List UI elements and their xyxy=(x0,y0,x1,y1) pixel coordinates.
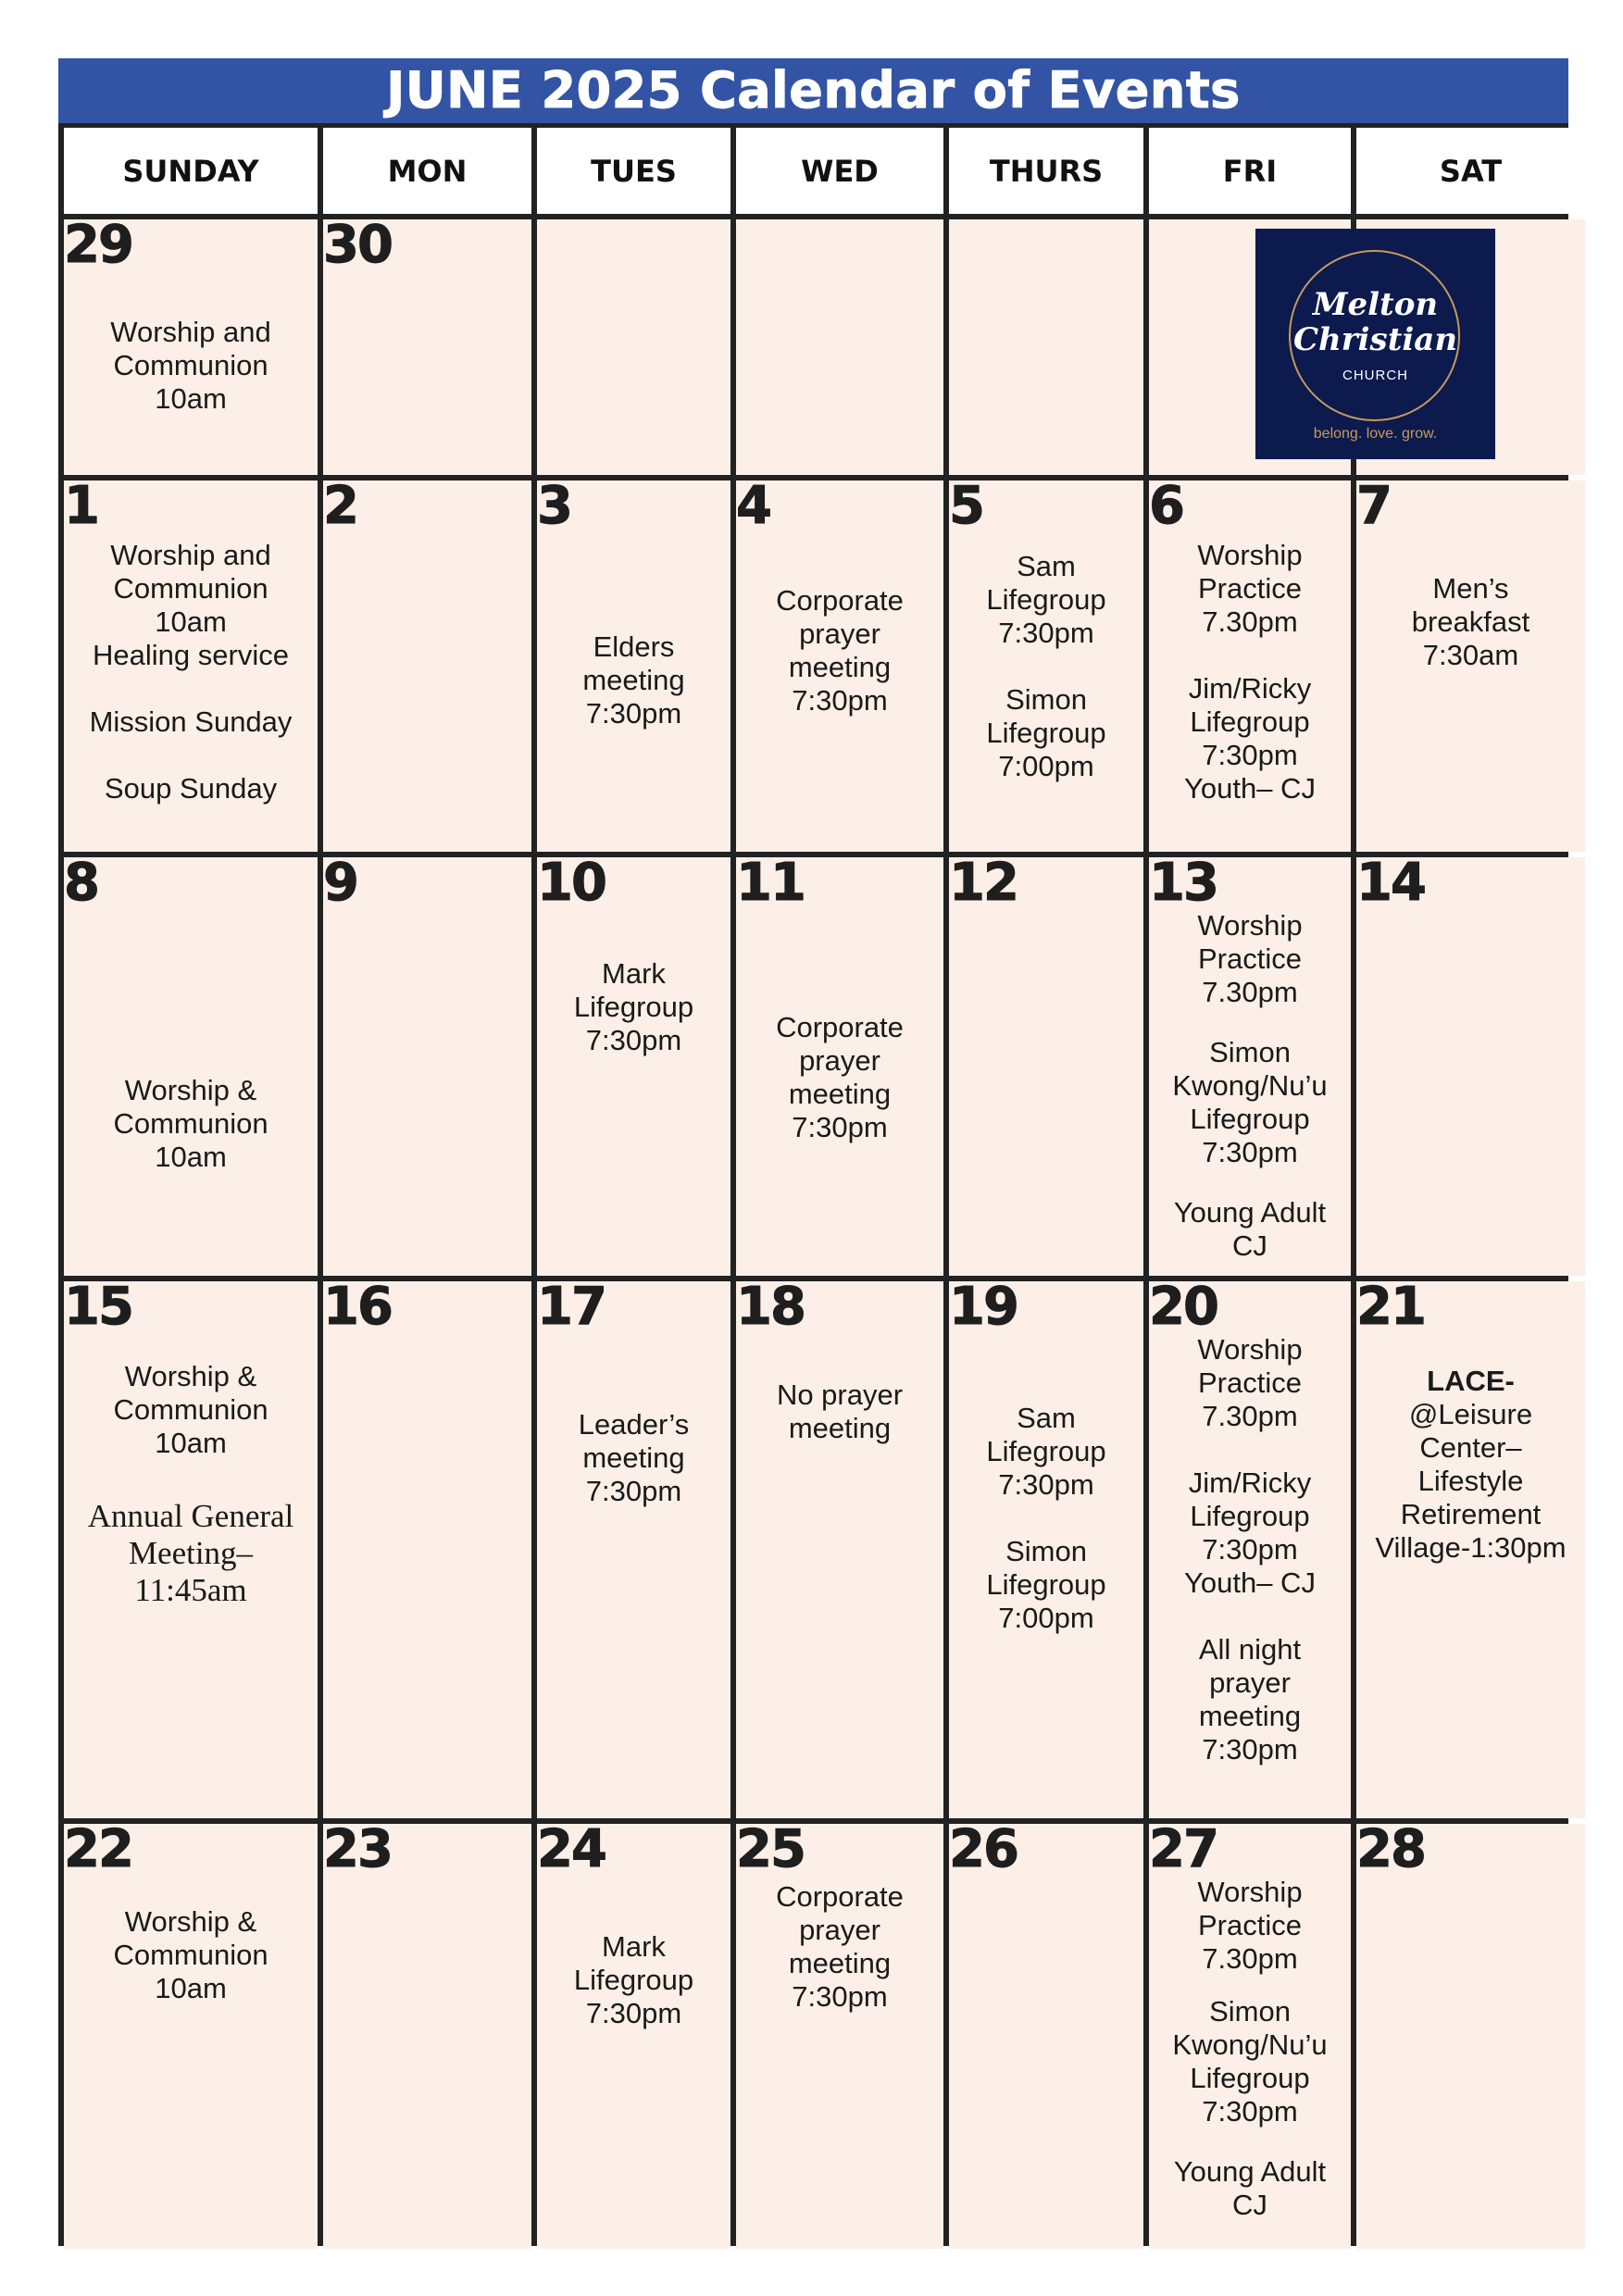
day-cell xyxy=(949,1824,1143,2249)
day-number: 1 xyxy=(64,480,98,536)
event-text: Jim/Ricky Lifegroup 7:30pm xyxy=(1188,1466,1312,1566)
event-text: Worship and Communion 10am xyxy=(110,316,271,415)
day-cell xyxy=(537,1824,730,2249)
day-number: 9 xyxy=(323,857,357,913)
event-text: Mark Lifegroup 7:30pm xyxy=(573,957,694,1056)
event-text: Simon Kwong/Nu’u Lifegroup 7:30pm xyxy=(1172,1036,1328,1168)
day-cell xyxy=(323,1281,531,1818)
day-cell xyxy=(1356,480,1585,852)
event-text: Simon Lifegroup 7:00pm xyxy=(986,1535,1106,1634)
event-text: Worship & Communion 10am xyxy=(113,1905,268,2004)
day-number: 11 xyxy=(736,857,805,913)
event-text: @Leisure Center– Lifestyle Retirement Village-1:30pm xyxy=(1375,1398,1567,1564)
day-cell xyxy=(1356,857,1585,1276)
day-cell xyxy=(537,1281,730,1818)
event-text: Simon Lifegroup 7:00pm xyxy=(986,683,1106,782)
day-number: 16 xyxy=(323,1281,392,1337)
event-text: Young Adult CJ xyxy=(1173,2155,1327,2221)
day-cell xyxy=(64,1281,318,1818)
event-text: Worship Practice 7.30pm xyxy=(1197,1333,1303,1432)
event-text: Annual General Meeting– 11:45am xyxy=(87,1498,294,1608)
day-cell xyxy=(64,1824,318,2249)
day-header-friday: FRI xyxy=(1149,128,1351,214)
event-text: Jim/Ricky Lifegroup 7:30pm xyxy=(1188,672,1312,771)
day-cell xyxy=(1149,1824,1351,2249)
logo-name-line2: Christian xyxy=(1292,321,1458,358)
day-number: 3 xyxy=(537,480,571,536)
event-text: Men’s breakfast 7:30am xyxy=(1411,572,1530,671)
event-text: Youth– CJ xyxy=(1184,1566,1316,1599)
day-cell xyxy=(64,857,318,1276)
day-cell xyxy=(537,219,730,475)
day-header-wednesday: WED xyxy=(736,128,943,214)
day-number: 6 xyxy=(1149,480,1183,536)
event-text: Worship & Communion 10am xyxy=(113,1074,268,1173)
event-text: Sam Lifegroup 7:30pm xyxy=(986,1402,1106,1501)
day-number: 20 xyxy=(1149,1281,1217,1337)
day-number: 17 xyxy=(537,1281,606,1337)
day-header-thursday: THURS xyxy=(949,128,1143,214)
event-text: LACE- xyxy=(1427,1365,1515,1397)
day-cell xyxy=(949,1281,1143,1818)
event-text: Mission Sunday xyxy=(89,705,293,738)
day-number: 8 xyxy=(64,857,98,913)
day-number: 21 xyxy=(1356,1281,1425,1337)
day-number: 19 xyxy=(949,1281,1017,1337)
event-text: Corporate prayer meeting 7:30pm xyxy=(776,584,904,717)
day-number: 28 xyxy=(1356,1824,1425,1879)
day-cell xyxy=(736,1281,943,1818)
day-number: 30 xyxy=(323,219,392,275)
event-text: Worship and Communion 10am xyxy=(110,539,271,638)
event-text: Corporate prayer meeting 7:30pm xyxy=(776,1011,904,1143)
logo-name-line1: Melton xyxy=(1312,286,1439,323)
event-text: Worship Practice 7.30pm xyxy=(1197,539,1303,638)
day-header-tuesday: TUES xyxy=(537,128,730,214)
day-number: 26 xyxy=(949,1824,1017,1879)
day-header-sunday: SUNDAY xyxy=(64,128,318,214)
event-text: Young Adult CJ xyxy=(1173,1196,1327,1262)
day-number: 2 xyxy=(323,480,357,536)
logo-tagline: belong. love. grow. xyxy=(1313,426,1438,442)
day-number: 14 xyxy=(1356,857,1425,913)
day-cell xyxy=(736,219,943,475)
day-cell xyxy=(736,1824,943,2249)
event-text: Healing service xyxy=(93,639,289,671)
event-text: All night prayer meeting 7:30pm xyxy=(1198,1633,1302,1766)
day-cell xyxy=(1149,480,1351,852)
event-text: Soup Sunday xyxy=(104,772,278,805)
day-number: 27 xyxy=(1149,1824,1217,1879)
day-cell xyxy=(1149,857,1351,1276)
day-cell xyxy=(736,857,943,1276)
day-number: 12 xyxy=(949,857,1017,913)
day-cell xyxy=(537,480,730,852)
event-text: Mark Lifegroup 7:30pm xyxy=(573,1930,694,2029)
day-number: 29 xyxy=(64,219,132,275)
event-text: Worship & Communion 10am xyxy=(113,1360,268,1459)
day-number: 10 xyxy=(537,857,606,913)
event-text: Elders meeting 7:30pm xyxy=(582,630,685,730)
day-cell xyxy=(323,1824,531,2249)
day-number: 22 xyxy=(64,1824,132,1879)
day-cell xyxy=(64,480,318,852)
day-cell xyxy=(949,480,1143,852)
event-text: Simon Kwong/Nu’u Lifegroup 7:30pm xyxy=(1172,1995,1328,2128)
day-cell xyxy=(736,480,943,852)
day-cell xyxy=(323,480,531,852)
day-cell xyxy=(1149,1281,1351,1818)
church-logo xyxy=(1255,229,1495,459)
day-number: 7 xyxy=(1356,480,1391,536)
day-cell xyxy=(949,857,1143,1276)
event-text: Youth– CJ xyxy=(1184,772,1316,805)
logo-subtitle: CHURCH xyxy=(1342,368,1408,383)
day-number: 23 xyxy=(323,1824,392,1879)
day-cell xyxy=(323,857,531,1276)
day-cell xyxy=(1356,1281,1585,1818)
event-text: Worship Practice 7.30pm xyxy=(1197,909,1303,1008)
event-text: Sam Lifegroup 7:30pm xyxy=(986,550,1106,649)
day-header-saturday: SAT xyxy=(1356,128,1585,214)
day-number: 18 xyxy=(736,1281,805,1337)
day-number: 24 xyxy=(537,1824,606,1879)
event-text: Corporate prayer meeting 7:30pm xyxy=(776,1880,904,2013)
event-text: No prayer meeting xyxy=(776,1379,904,1444)
event-text: Leader’s meeting 7:30pm xyxy=(578,1408,690,1507)
day-cell xyxy=(64,219,318,475)
day-number: 13 xyxy=(1149,857,1217,913)
day-number: 15 xyxy=(64,1281,132,1337)
day-number: 5 xyxy=(949,480,983,536)
day-number: 25 xyxy=(736,1824,805,1879)
calendar-title: JUNE 2025 Calendar of Events xyxy=(58,58,1568,123)
day-cell xyxy=(1356,1824,1585,2249)
day-cell xyxy=(537,857,730,1276)
day-number: 4 xyxy=(736,480,770,536)
event-text: Worship Practice 7.30pm xyxy=(1197,1876,1303,1975)
day-cell xyxy=(949,219,1143,475)
day-cell xyxy=(323,219,531,475)
day-header-monday: MON xyxy=(323,128,531,214)
